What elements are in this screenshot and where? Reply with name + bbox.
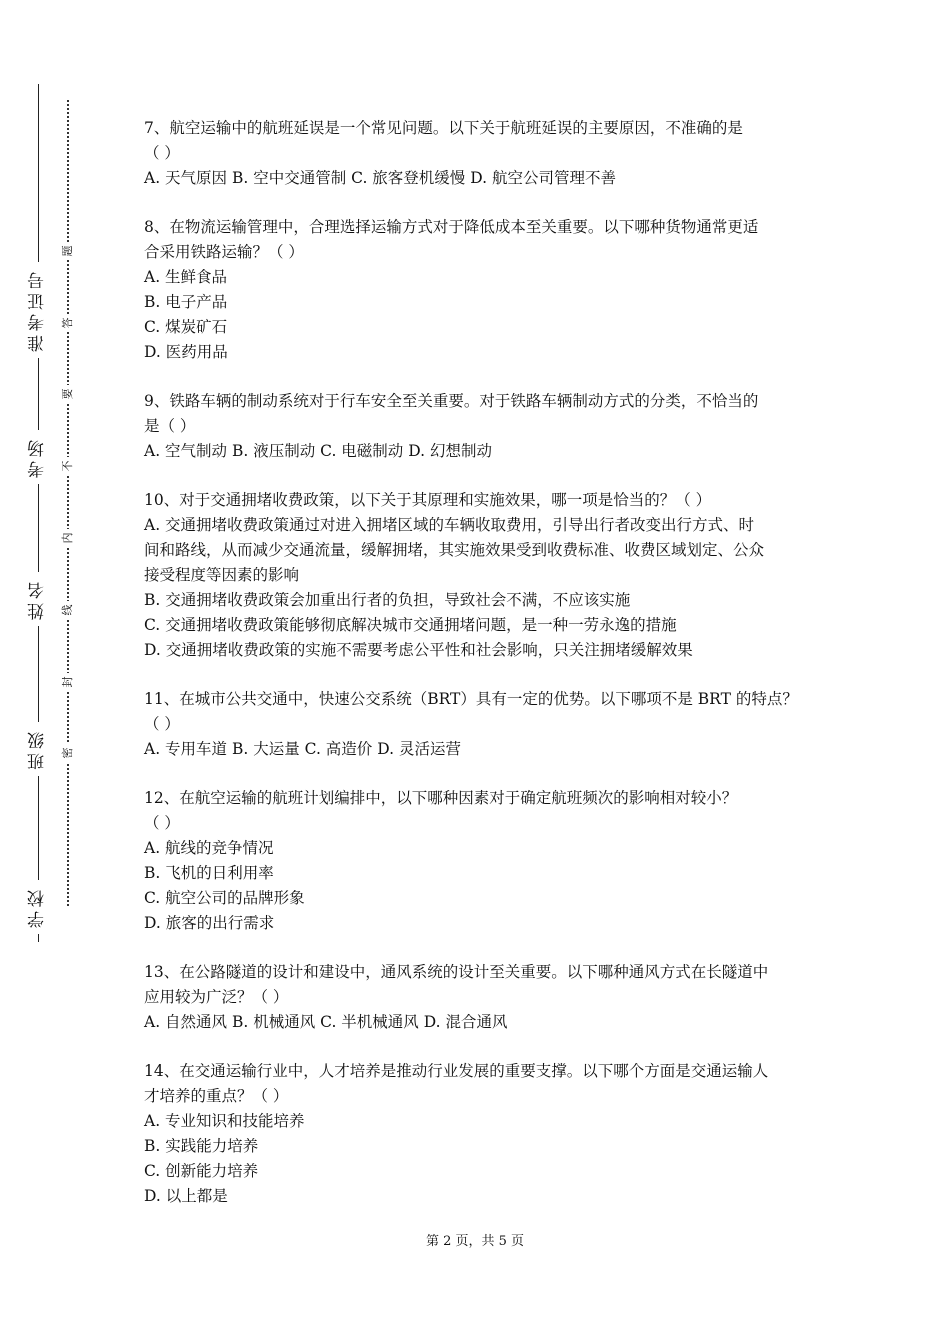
options-line: A. 空气制动 B. 液压制动 C. 电磁制动 D. 幻想制动 — [144, 442, 492, 460]
option-d: D. 以上都是 — [144, 1187, 228, 1205]
question-stem: 10、对于交通拥堵收费政策，以下关于其原理和实施效果，哪一项是恰当的？（ ） — [144, 491, 712, 509]
seal-char: 题 — [61, 242, 75, 260]
question-9 — [144, 389, 814, 464]
seal-char: 内 — [61, 529, 75, 547]
seal-dotted-line — [67, 100, 69, 906]
option-a: A. 交通拥堵收费政策通过对进入拥堵区域的车辆收取费用，引导出行者改变出行方式、时 — [144, 516, 755, 534]
question-stem: 11、在城市公共交通中，快速公交系统（BRT）具有一定的优势。以下哪项不是 BRT 的特点？ — [144, 690, 798, 708]
answer-blank: （ ） — [144, 144, 180, 162]
question-stem: 应用较为广泛？（ ） — [144, 988, 289, 1006]
question-12 — [144, 786, 814, 936]
option-c: C. 航空公司的品牌形象 — [144, 889, 305, 907]
option-a: A. 生鲜食品 — [144, 268, 228, 286]
field-admission-number: 准考证号 — [20, 262, 56, 358]
option-b: B. 电子产品 — [144, 293, 228, 311]
question-10 — [144, 488, 814, 663]
question-14 — [144, 1059, 814, 1209]
binding-margin — [0, 0, 110, 1344]
question-11 — [144, 687, 814, 762]
question-stem: 8、在物流运输管理中，合理选择运输方式对于降低成本至关重要。以下哪种货物通常更适 — [144, 218, 759, 236]
question-stem: 7、航空运输中的航班延误是一个常见问题。以下关于航班延误的主要原因，不准确的是 — [144, 119, 743, 137]
question-stem: 才培养的重点？（ ） — [144, 1087, 289, 1105]
field-school: 学校 — [20, 880, 56, 934]
seal-char: 密 — [61, 744, 75, 762]
field-exam-room: 考场 — [20, 430, 56, 484]
question-stem: 合采用铁路运输？（ ） — [144, 243, 304, 261]
seal-char: 不 — [61, 457, 75, 475]
seal-char: 答 — [61, 314, 75, 332]
question-7 — [144, 116, 814, 191]
answer-blank: （ ） — [144, 814, 180, 832]
options-line: A. 天气原因 B. 空中交通管制 C. 旅客登机缓慢 D. 航空公司管理不善 — [144, 169, 616, 187]
question-stem: 13、在公路隧道的设计和建设中，通风系统的设计至关重要。以下哪种通风方式在长隧道中 — [144, 963, 769, 981]
option-d: D. 医药用品 — [144, 343, 228, 361]
question-stem: 12、在航空运输的航班计划编排中，以下哪种因素对于确定航班频次的影响相对较小？ — [144, 789, 738, 807]
option-c: C. 煤炭矿石 — [144, 318, 228, 336]
seal-char: 线 — [61, 601, 75, 619]
options-line: A. 专用车道 B. 大运量 C. 高造价 D. 灵活运营 — [144, 740, 461, 758]
option-b: B. 实践能力培养 — [144, 1137, 259, 1155]
option-c: C. 交通拥堵收费政策能够彻底解决城市交通拥堵问题，是一种一劳永逸的措施 — [144, 616, 677, 634]
option-a: A. 航线的竞争情况 — [144, 839, 274, 857]
options-line: A. 自然通风 B. 机械通风 C. 半机械通风 D. 混合通风 — [144, 1013, 508, 1031]
question-stem: 是（ ） — [144, 417, 196, 435]
field-name: 姓名 — [20, 572, 56, 626]
option-b: B. 飞机的日利用率 — [144, 864, 274, 882]
question-stem: 14、在交通运输行业中，人才培养是推动行业发展的重要支撑。以下哪个方面是交通运输人 — [144, 1062, 769, 1080]
option-b: B. 交通拥堵收费政策会加重出行者的负担，导致社会不满，不应该实施 — [144, 591, 631, 609]
answer-blank: （ ） — [144, 715, 180, 733]
option-a-cont: 间和路线，从而减少交通流量，缓解拥堵，其实施效果受到收费标准、收费区域划定、公众 — [144, 541, 765, 559]
option-a-cont: 接受程度等因素的影响 — [144, 566, 300, 584]
option-d: D. 旅客的出行需求 — [144, 914, 275, 932]
question-8 — [144, 215, 814, 365]
option-d: D. 交通拥堵收费政策的实施不需要考虑公平性和社会影响，只关注拥堵缓解效果 — [144, 641, 693, 659]
page-footer: 第 2 页，共 5 页 — [425, 1234, 525, 1249]
option-a: A. 专业知识和技能培养 — [144, 1112, 305, 1130]
seal-char: 封 — [61, 673, 75, 691]
field-class: 班级 — [20, 722, 56, 776]
question-stem: 9、铁路车辆的制动系统对于行车安全至关重要。对于铁路车辆制动方式的分类，不恰当的 — [144, 392, 759, 410]
option-c: C. 创新能力培养 — [144, 1162, 259, 1180]
seal-char: 要 — [61, 385, 75, 403]
question-list — [144, 116, 814, 1233]
question-13 — [144, 960, 814, 1035]
binding-line — [38, 84, 39, 942]
